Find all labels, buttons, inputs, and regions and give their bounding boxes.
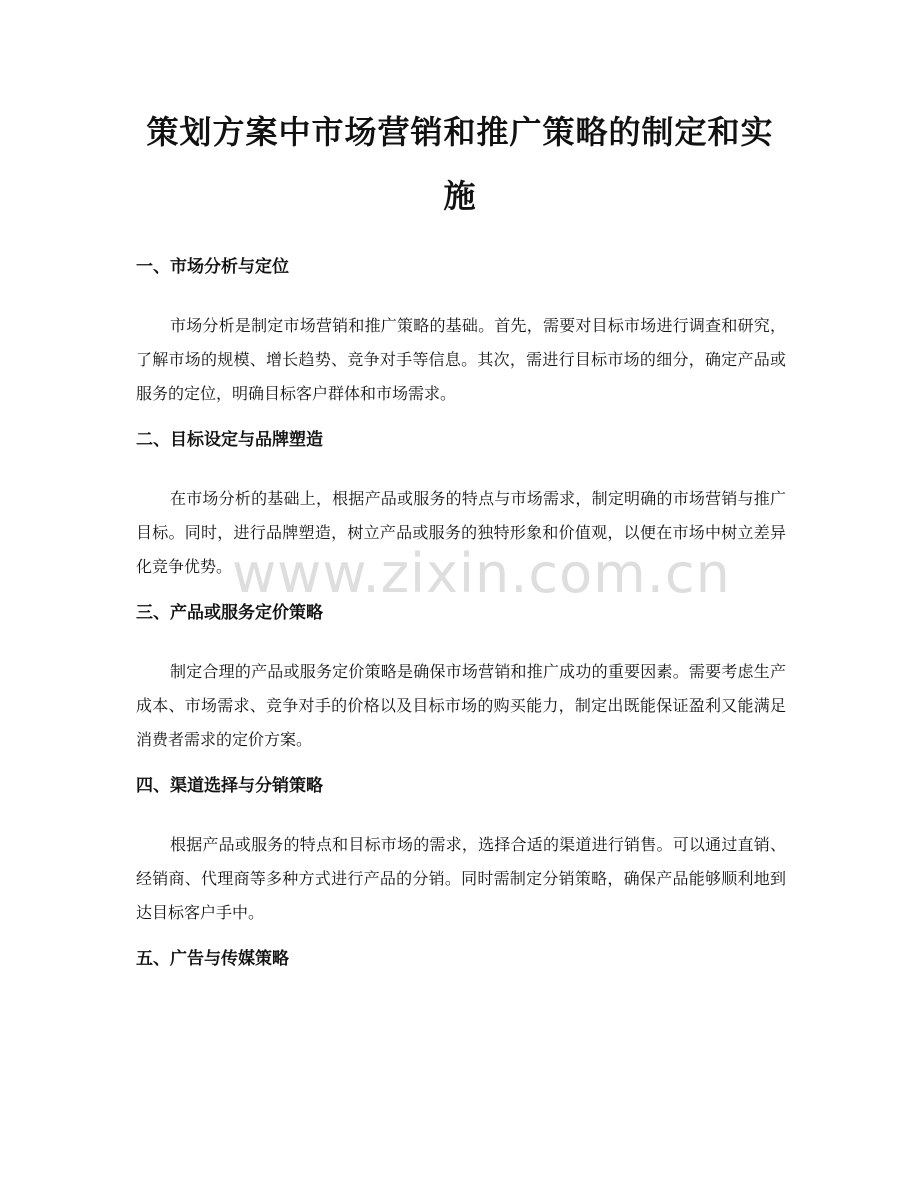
section-paragraph: 在市场分析的基础上，根据产品或服务的特点与市场需求，制定明确的市场营销与推广目标。同时，进行品牌塑造，树立产品或服务的独特形象和价值观，以便在市场中树立差异化竞争优势。 [136,489,786,576]
section-heading: 三、产品或服务定价策略 [136,603,323,623]
section-2 [136,428,786,584]
section-heading: 一、市场分析与定位 [136,257,289,277]
section-4 [136,774,786,930]
section-heading: 二、目标设定与品牌塑造 [136,430,323,450]
section-1 [136,255,786,411]
section-paragraph: 根据产品或服务的特点和目标市场的需求，选择合适的渠道进行销售。可以通过直销、经销商、代理商等多种方式进行产品的分销。同时需制定分销策略，确保产品能够顺利地到达目标客户手中。 [136,835,786,922]
section-heading: 四、渠道选择与分销策略 [136,776,323,796]
section-paragraph: 市场分析是制定市场营销和推广策略的基础。首先，需要对目标市场进行调查和研究，了解市场的规模、增长趋势、竞争对手等信息。其次，需进行目标市场的细分，确定产品或服务的定位，明确目标客户群体和市场需求。 [136,316,786,403]
document-title: 策划方案中市场营销和推广策略的制定和实施 [146,113,774,215]
section-3 [136,601,786,757]
section-paragraph: 制定合理的产品或服务定价策略是确保市场营销和推广成功的重要因素。需要考虑生产成本、市场需求、竞争对手的价格以及目标市场的购买能力，制定出既能保证盈利又能满足消费者需求的定价方案。 [136,662,786,749]
section-heading: 五、广告与传媒策略 [136,949,289,969]
watermark: www.zixin.com.cn [232,542,731,605]
section-5 [136,947,786,971]
